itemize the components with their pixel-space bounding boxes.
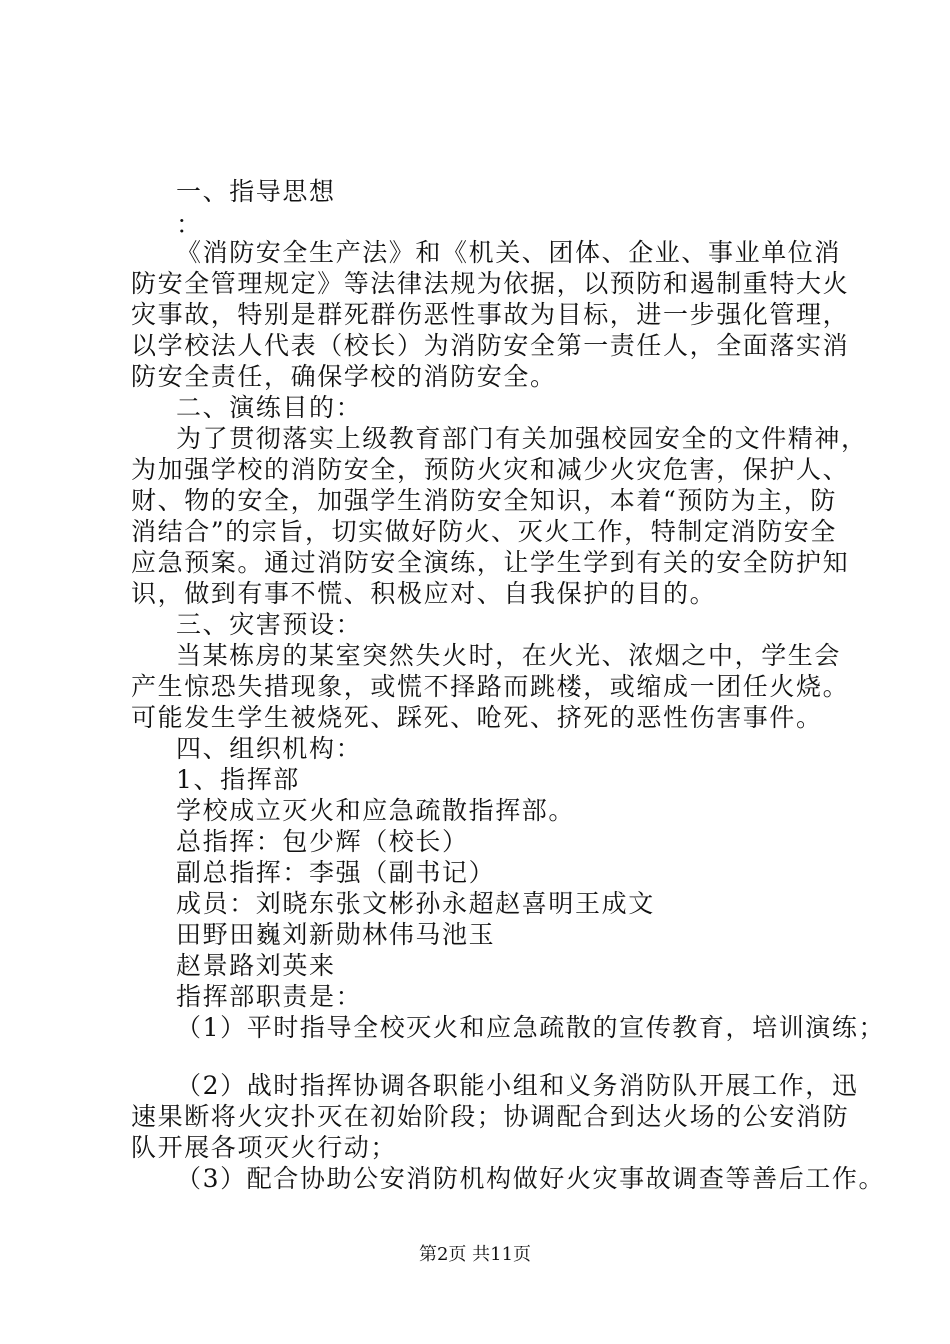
text-line: 消结合”的宗旨，切实做好防火、灭火工作，特制定消防安全 xyxy=(131,517,837,546)
heading-disaster-scenario: 三、灾害预设： xyxy=(176,610,363,639)
text-line: 学校成立灭火和应急疏散指挥部。 xyxy=(176,796,576,825)
text-line: 赵景路刘英来 xyxy=(176,951,336,980)
text-line: （1）平时指导全校灭火和应急疏散的宣传教育，培训演练； xyxy=(176,1013,886,1042)
text-line: 防安全责任，确保学校的消防安全。 xyxy=(131,362,557,391)
text-line: 财、物的安全，加强学生消防安全知识，本着“预防为主，防 xyxy=(131,486,837,515)
text-line: 总指挥：包少辉（校长） xyxy=(176,827,469,856)
text-line: 速果断将火灾扑灭在初始阶段；协调配合到达火场的公安消防 xyxy=(131,1102,850,1131)
text-line: 副总指挥：李强（副书记） xyxy=(176,858,496,887)
text-line: 当某栋房的某室突然失火时，在火光、浓烟之中，学生会 xyxy=(176,641,842,670)
text-line: 灾事故，特别是群死群伤恶性事故为目标，进一步强化管理， xyxy=(131,300,850,329)
text-line: 成员：刘晓东张文彬孙永超赵喜明王成文 xyxy=(176,889,655,918)
text-line: （2）战时指挥协调各职能小组和义务消防队开展工作，迅 xyxy=(176,1071,859,1100)
text-line: 防安全管理规定》等法律法规为依据，以预防和遏制重特大火 xyxy=(131,269,850,298)
text-line: （3）配合协助公安消防机构做好火灾事故调查等善后工作。 xyxy=(176,1164,886,1193)
text-line: 为了贯彻落实上级教育部门有关加强校园安全的文件精神， xyxy=(176,424,868,453)
heading-drill-purpose: 二、演练目的： xyxy=(176,393,363,422)
text-line: 田野田巍刘新勋林伟马池玉 xyxy=(176,920,496,949)
text-line: 以学校法人代表（校长）为消防安全第一责任人，全面落实消 xyxy=(131,331,850,360)
page-number-footer: 第2页 共11页 xyxy=(418,1244,532,1265)
text-line: 可能发生学生被烧死、踩死、呛死、挤死的恶性伤害事件。 xyxy=(131,703,823,732)
text-line: 队开展各项灭火行动； xyxy=(131,1133,398,1162)
text-line: 为加强学校的消防安全，预防火灾和减少火灾危害，保护人、 xyxy=(131,455,850,484)
text-line: 《消防安全生产法》和《机关、团体、企业、事业单位消 xyxy=(176,238,842,267)
text-line: 指挥部职责是： xyxy=(176,982,363,1011)
text-line: 识，做到有事不慌、积极应对、自我保护的目的。 xyxy=(131,579,717,608)
text-line: 应急预案。通过消防安全演练，让学生学到有关的安全防护知 xyxy=(131,548,850,577)
text-line: ： xyxy=(176,210,203,239)
text-line: 产生惊恐失措现象，或慌不择路而跳楼，或缩成一团任火烧。 xyxy=(131,672,850,701)
subheading-command: 1、指挥部 xyxy=(176,765,300,794)
heading-organization: 四、组织机构： xyxy=(176,734,363,763)
heading-guiding-thought: 一、指导思想 xyxy=(176,177,336,206)
